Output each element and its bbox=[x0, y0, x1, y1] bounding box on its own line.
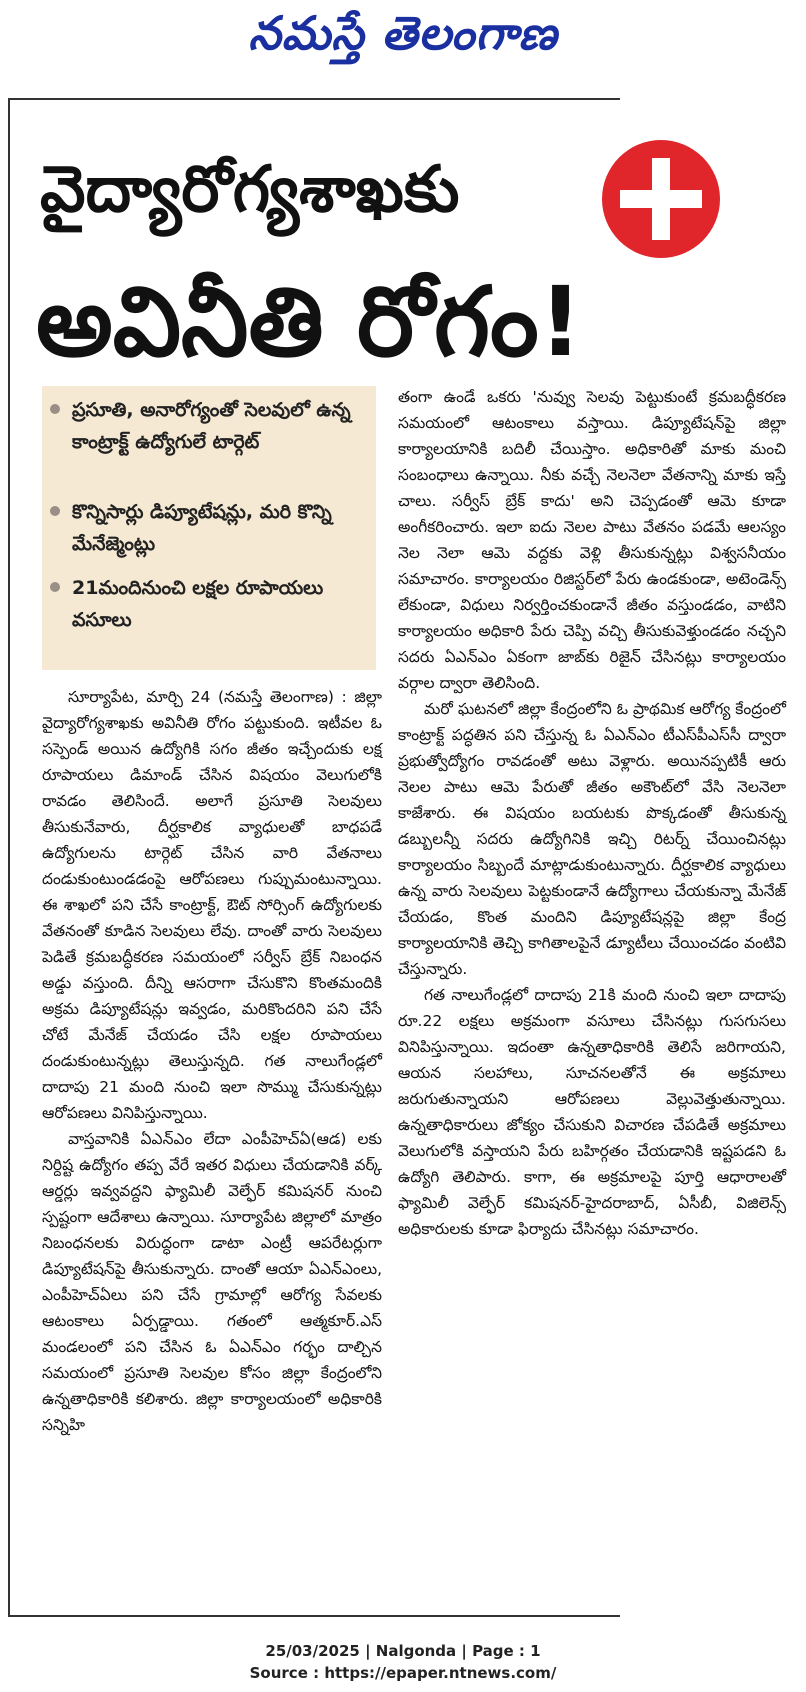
bullet-dot-icon bbox=[50, 582, 60, 592]
bullet-dot-icon bbox=[50, 506, 60, 516]
article-paragraph: వాస్తవానికి ఏఎన్ఎం లేదా ఎంపీహెచ్ఏ(ఆడ) లకు నిర్దిష్ట ఉద్యోగం తప్ప వేరే ఇతర విధులు చేయడానికి వర్క్ ఆర్డర్లు ఇవ్వవద్దని ఫ్యామిలీ వెల్ఫేర్ కమిషనర్ నుంచి స్పష్టంగా ఆదేశాలు ఉన్నాయి. సూర్యాపేట జిల్లాలో మాత్రం నిబంధనలకు విరుద్ధంగా డాటా ఎంట్రీ ఆపరేటర్లుగా డిప్యూటేషన్‌పై తీసుకున్నారు. దాంతో ఆయా ఏఎన్ఎంలు, ఎంపీహెచ్ఏలు పని చేసే గ్రామాల్లో ఆరోగ్య సేవలకు ఆటంకాలు ఏర్పడ్డాయి. గతంలో ఆత్మకూర్.ఎస్ మండలంలో పని చేసిన ఓ ఏఎన్ఎం గర్భం దాల్చిన సమయంలో ప్రసూతి సెలవుల కోసం జిల్లా కేంద్రంలోని ఉన్నతాధికారికి కలిశారు. జిల్లా కార్యాలయంలో అధికారికి సన్నిహి bbox=[42, 1130, 382, 1434]
page-footer bbox=[0, 1640, 806, 1684]
article-frame-left bbox=[8, 98, 10, 1616]
article-column-right bbox=[398, 384, 786, 1604]
highlight-item bbox=[72, 394, 368, 458]
article-column-left bbox=[42, 684, 382, 1604]
article-paragraph: తంగా ఉండే ఒకరు 'నువ్వు సెలవు పెట్టుకుంటే క్రమబద్ధీకరణ సమయంలో ఆటంకాలు వస్తాయి. డిప్యూటేషన్‌పై జిల్లా కార్యాలయానికి బదిలీ చేయిస్తాం. అధికారితో మాకు మంచి సంబంధాలు ఉన్నాయి. నీకు వచ్చే నెలనెలా వేతనాన్ని మాకు ఇస్తే చాలు. సర్వీస్ బ్రేక్ కాదు' అని చెప్పడంతో ఆమె కూడా అంగీకరించారు. ఇలా ఐదు నెలల పాటు వేతనం పడమే ఆలస్యం నెల నెలా ఆమె వద్దకు వెళ్లి తీసుకున్నట్లు విశ్వసనీయం సమాచారం. కార్యాలయం రిజిస్టర్‌లో పేరు ఉండకుండా, అటెండెన్స్ లేకుండా, విధులు నిర్వర్తించకుండానే జీతం వస్తుండడం, వాటిని కార్యాలయం అధికారి పేరు చెప్పి వచ్చి తీసుకువెళ్తుండడం నచ్చని సదరు ఏఎన్ఎం ఏకంగా జాబ్‌కు రిజైన్ చేసినట్లు కార్యాలయం వర్గాల ద్వారా తెలిసింది. bbox=[398, 388, 786, 692]
highlight-text: కొన్నిసార్లు డిప్యూటేషన్లు, మరి కొన్ని మేనేజ్మెంట్లు bbox=[72, 501, 332, 555]
highlight-text: ప్రసూతి, అనారోగ్యంతో సెలవులో ఉన్న కాంట్రాక్ట్ ఉద్యోగులే టార్గెట్ bbox=[72, 399, 351, 453]
highlight-text: 21మందినుంచి లక్షల రూపాయలు వసూలు bbox=[72, 577, 324, 631]
masthead-title: నమస్తే తెలంగాణ bbox=[248, 6, 558, 60]
article-frame-bottom bbox=[8, 1615, 620, 1617]
article-paragraph: గత నాలుగేండ్లలో దాదాపు 21కి మంది నుంచి ఇలా దాదాపు రూ.22 లక్షలు అక్రమంగా వసూలు చేసినట్లు గుసగుసలు వినిపిస్తున్నాయి. ఇదంతా ఉన్నతాధికారికి తెలిసే జరిగాయని, ఆయన సలహాలు, సూచనలతోనే ఈ అక్రమాలు జరుగుతున్నాయని ఆరోపణలు వెల్లువెత్తుతున్నాయి. ఉన్నతాధికారులు జోక్యం చేసుకుని విచారణ చేపడితే అక్రమాలు వెలుగులోకి వస్తాయని పేరు బహిర్గతం చేయడానికి ఇష్టపడని ఓ ఉద్యోగి తెలిపారు. కాగా, ఈ అక్రమాలపై పూర్తి ఆధారాలతో ఫ్యామిలీ వెల్ఫేర్ కమిషనర్-హైదరాబాద్, ఏసీబీ, విజిలెన్స్ అధికారులకు కూడా ఫిర్యాదు చేసినట్లు సమాచారం. bbox=[398, 986, 786, 1238]
article-paragraph: మరో ఘటనలో జిల్లా కేంద్రంలోని ఓ ప్రాథమిక ఆరోగ్య కేంద్రంలో కాంట్రాక్ట్ పద్ధతిన పని చేస్తున్న ఓ ఏఎన్ఎం టీఎస్‌పీఎస్‌సీ ద్వారా ప్రభుత్వోద్యోగం రావడంతో అటు వెళ్లారు. అయినప్పటికీ ఆరు నెలల పాటు ఆమె పేరుతో జీతం అకౌంట్‌లో వేసి నెలనెలా కాజేశారు. ఈ విషయం బయటకు పొక్కడంతో తీసుకున్న డబ్బులన్నీ సదరు ఉద్యోగినికి ఇచ్చి రిటర్న్ చేయించినట్లు కార్యాలయం సిబ్బందే మాట్లాడుకుంటున్నారు. దీర్ఘకాలిక వ్యాధులు ఉన్న వారు సెలవులు పెట్టకుండానే ఉద్యోగాలు చేయకున్నా మేనేజ్ చేయడం, కొంత మందిని డిప్యూటేషన్లపై జిల్లా కేంద్ర కార్యాలయానికి తెచ్చి కాగితాలపైనే డ్యూటీలు చేయించడం వంటివి చేస్తున్నారు. bbox=[398, 700, 786, 978]
newspaper-masthead bbox=[0, 6, 806, 70]
article-paragraph: సూర్యాపేట, మార్చి 24 (నమస్తే తెలంగాణ) : జిల్లా వైద్యారోగ్యశాఖకు అవినీతి రోగం పట్టుకుంది. ఇటీవల ఓ సస్పెండ్ అయిన ఉద్యోగికి సగం జీతం ఇచ్చేందుకు లక్ష రూపాయలు డిమాండ్ చేసిన విషయం వెలుగులోకి రావడం తెలిసిందే. అలాగే ప్రసూతి సెలవులు తీసుకునేవారు, దీర్ఘకాలిక వ్యాధులతో బాధపడే ఉద్యోగులను టార్గెట్ చేసిన వారి వేతనాలు దండుకుంటుండడంపై ఆరోపణలు గుప్పుమంటున్నాయి. ఈ శాఖలో పని చేసే కాంట్రాక్ట్, ఔట్ సోర్సింగ్ ఉద్యోగులకు వేతనంతో కూడిన సెలవులు లేవు. దాంతో వారు సెలవులు పెడితే క్రమబద్ధీకరణ సమయంలో సర్వీస్ బ్రేక్ నిబంధన అడ్డు వస్తుంది. దీన్ని ఆసరాగా చేసుకొని కొంతమందికి అక్రమ డిప్యూటేషన్లు ఇవ్వడం, మరికొందరిని పని చేసే చోటే మేనేజ్ చేయడం చేసి లక్షల రూపాయలు దండుకుంటున్నట్లు తెలుస్తున్నది. గత నాలుగేండ్లలో దాదాపు 21 మంది నుంచి ఇలా సొమ్ము చేసుకున్నట్లు ఆరోపణలు వినిపిస్తున్నాయి. bbox=[42, 688, 382, 1122]
highlight-item bbox=[72, 572, 368, 636]
highlights-box bbox=[42, 386, 376, 670]
edition-info: 25/03/2025 | Nalgonda | Page : 1 bbox=[265, 1642, 541, 1660]
bullet-dot-icon bbox=[50, 404, 60, 414]
source-url: Source : https://epaper.ntnews.com/ bbox=[249, 1664, 557, 1682]
headline-line-1: వైద్యారోగ్యశాఖకు bbox=[40, 153, 460, 227]
highlight-item bbox=[72, 496, 368, 560]
red-cross-icon bbox=[602, 140, 720, 258]
article-frame-top bbox=[8, 98, 620, 100]
headline-line-2: అవినీతి రోగం! bbox=[36, 266, 583, 378]
